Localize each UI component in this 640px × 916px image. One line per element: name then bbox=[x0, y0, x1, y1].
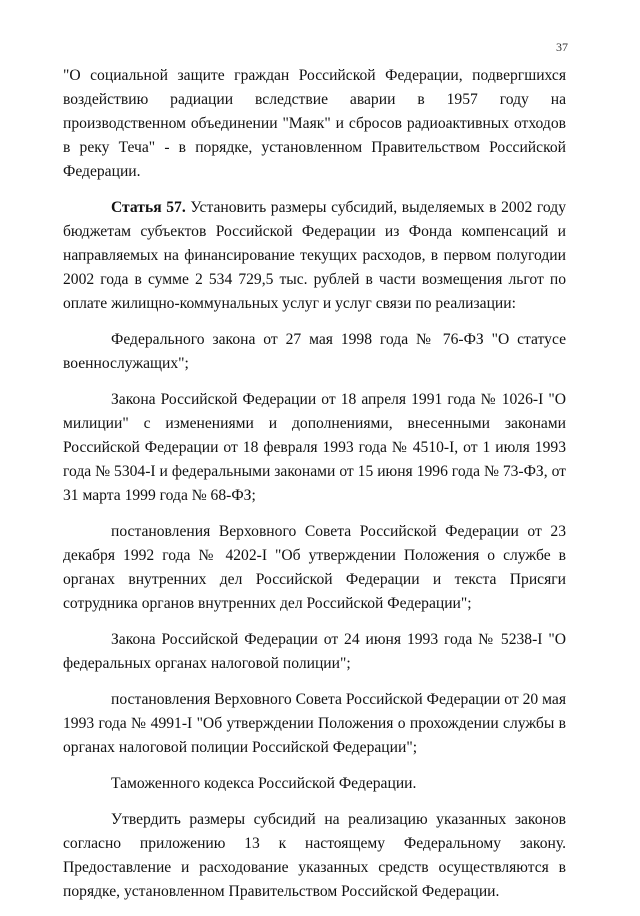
article-text: Установить размеры субсидий, выделяемых в 2002 году бюджетам субъектов Российской Федерации из Фонда компенсаций и направляемых на финансирование текущих расходов, в первом полугодии 2002 года в сумме 2 534 729,5 тыс. рублей в части возмещения льгот по оплате жилищно-коммунальных услуг и услуг связи по реализации: bbox=[63, 199, 566, 312]
paragraph-resolution-4202: постановления Верховного Совета Российской Федерации от 23 декабря 1992 года № 4202-I "Об утверждении Положения о службе в органах внутренних дел Российской Федерации и текста Присяги сотрудника органов внутренних дел Российской Федерации"; bbox=[63, 523, 566, 612]
paragraph-resolution-4991: постановления Верховного Совета Российской Федерации от 20 мая 1993 года № 4991-I "Об утверждении Положения о прохождении службы в органах налоговой полиции Российской Федерации"; bbox=[63, 691, 566, 756]
paragraph-continuation: "О социальной защите граждан Российской Федерации, подвергшихся воздействию радиации вследствие аварии в 1957 году на производственном объединении "Маяк" и сбросов радиоактивных отходов в реку Теча" - в порядке, установленном Правительством Российской Федерации. bbox=[63, 67, 566, 180]
paragraph-law-1026: Закона Российской Федерации от 18 апреля 1991 года № 1026-I "О милиции" с изменениями и дополнениями, внесенными законами Российской Федерации от 18 февраля 1993 года № 4510-I, от 1 июля 1993 года № 5304-I и федеральными законами от 15 июня 1996 года № 73-ФЗ, от 31 марта 1999 года № 68-ФЗ; bbox=[63, 391, 566, 504]
paragraph-law-5238: Закона Российской Федерации от 24 июня 1993 года № 5238-I "О федеральных органах налоговой полиции"; bbox=[63, 631, 566, 672]
paragraph-approve-subsidies: Утвердить размеры субсидий на реализацию указанных законов согласно приложению 13 к настоящему Федеральному закону. Предоставление и расходование указанных средств осуществляются в порядке, установленном Правительством Российской Федерации. bbox=[63, 811, 566, 900]
article-label: Статья 57. bbox=[111, 199, 186, 216]
paragraph-article-57 bbox=[63, 196, 566, 316]
paragraph-federal-law-76: Федерального закона от 27 мая 1998 года № 76-ФЗ "О статусе военнослужащих"; bbox=[63, 331, 566, 372]
paragraph-customs-code: Таможенного кодекса Российской Федерации. bbox=[111, 775, 417, 792]
document-body bbox=[63, 64, 566, 916]
page-number: 37 bbox=[556, 40, 568, 54]
